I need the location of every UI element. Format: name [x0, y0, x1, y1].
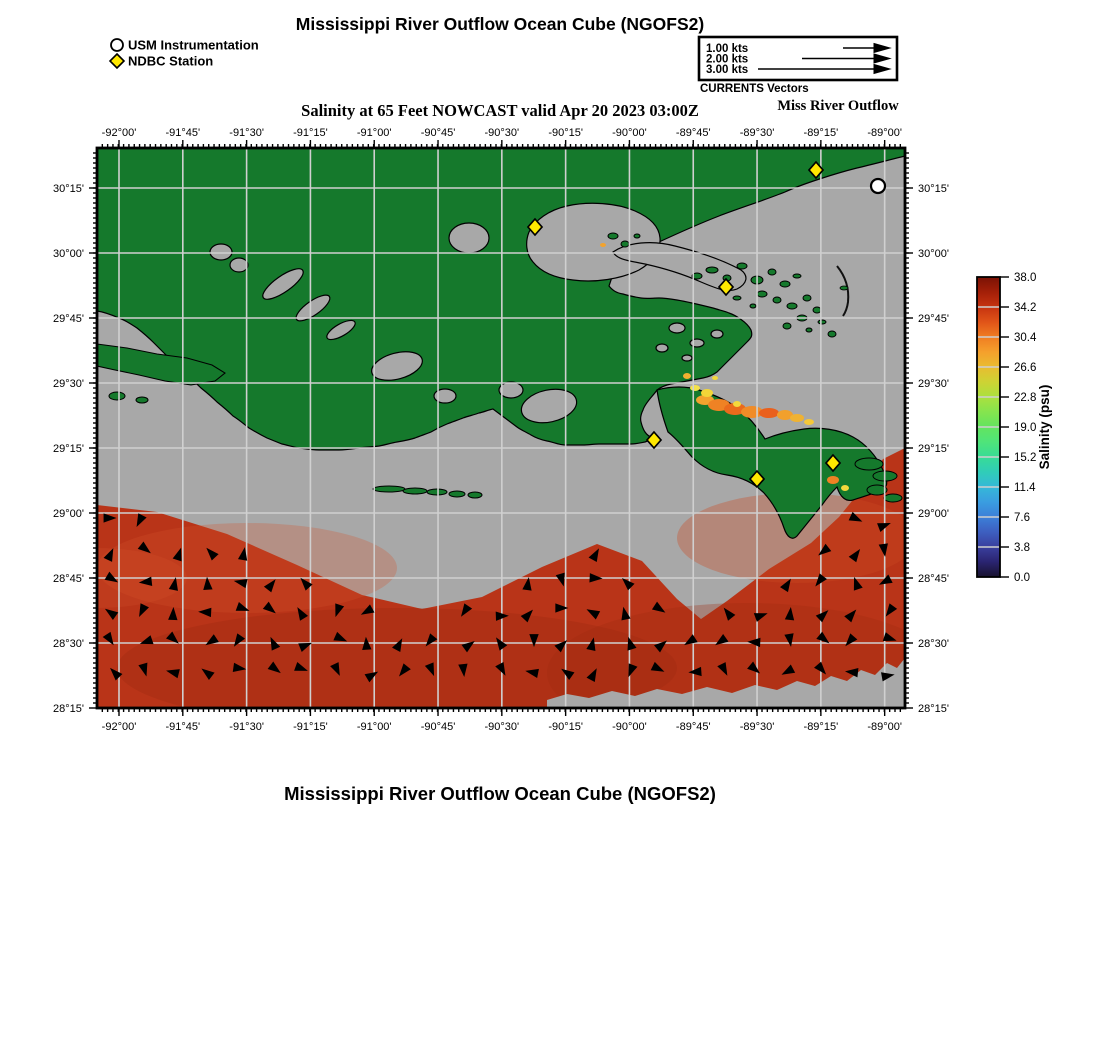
lake-maurepas: [449, 223, 489, 253]
lon-label-top: -89°45': [675, 127, 711, 139]
marsh-pond: [669, 323, 685, 333]
colorbar-tick-label: 19.0: [1014, 422, 1037, 434]
colorbar-tick-label: 30.4: [1014, 332, 1037, 344]
colorbar-title: Salinity (psu): [1037, 384, 1052, 470]
lon-label-top: -90°30': [484, 127, 520, 139]
lat-label-left: 28°15': [53, 703, 84, 715]
lake-pontchartrain: [527, 203, 660, 281]
chandeleur-islet: [840, 286, 848, 290]
lon-label-top: -90°15': [548, 127, 583, 139]
lon-label-bottom: -90°00': [612, 721, 647, 733]
plot-subtitle: Salinity at 65 Feet NOWCAST valid Apr 20 2023 03:00Z: [301, 101, 699, 120]
vector-speed-1: 1.00 kts: [706, 43, 749, 55]
lon-label-bottom: -91°00': [356, 721, 392, 733]
bottom-title: Mississippi River Outflow Ocean Cube (NGOFS2): [284, 783, 716, 804]
lon-label-bottom: -91°15': [293, 721, 328, 733]
lon-label-bottom: -90°15': [548, 721, 583, 733]
colorbar-tick-label: 7.6: [1014, 512, 1030, 524]
currents-vector-legend: [699, 37, 899, 114]
lon-label-bottom: -90°30': [484, 721, 520, 733]
usm-legend-label: USM Instrumentation: [128, 37, 259, 53]
vector-speed-2: 2.00 kts: [706, 53, 749, 66]
colorbar-tick-label: 34.2: [1014, 302, 1037, 314]
lon-label-top: -92°00': [101, 127, 137, 139]
lon-label-top: -91°00': [356, 127, 392, 139]
ndbc-legend-label: NDBC Station: [128, 53, 214, 69]
marsh-islet: [109, 392, 125, 400]
lon-label-bottom: -89°30': [739, 721, 775, 733]
lon-label-top: -91°30': [229, 127, 264, 139]
lon-label-top: -90°00': [612, 127, 647, 139]
lon-label-bottom: -91°45': [165, 721, 201, 733]
lon-label-top: -90°45': [420, 127, 456, 139]
region-label: Miss River Outflow: [777, 98, 899, 114]
lon-label-top: -89°15': [803, 127, 839, 139]
colorbar-tick-label: 11.4: [1014, 482, 1036, 494]
lat-label-left: 29°45': [53, 313, 84, 325]
map-terrain: [7, 148, 947, 743]
colorbar-tick-label: 22.8: [1014, 392, 1037, 404]
lat-label-left: 30°00': [53, 248, 84, 260]
usm-legend-icon: [111, 39, 123, 51]
lat-label-right: 29°45': [918, 313, 949, 325]
ndbc-legend-icon: [110, 54, 124, 68]
marsh-pond: [656, 344, 668, 352]
lat-label-right: 30°00': [918, 248, 949, 260]
lat-label-right: 29°15': [918, 443, 949, 455]
lat-label-right: 29°30': [918, 378, 949, 390]
lat-label-left: 29°00': [53, 508, 84, 520]
colorbar-tick-label: 26.6: [1014, 362, 1037, 374]
colorbar-tick-label: 0.0: [1014, 572, 1030, 584]
colorbar-tick-label: 38.0: [1014, 272, 1037, 284]
lat-label-right: 28°15': [918, 703, 949, 715]
marsh-pond: [711, 330, 723, 338]
lat-label-right: 29°00': [918, 508, 949, 520]
header: [110, 14, 899, 120]
lat-label-right: 28°45': [918, 573, 949, 585]
station-legend: [110, 38, 259, 69]
lat-label-left: 28°30': [53, 638, 84, 650]
colorbar-tick-label: 15.2: [1014, 452, 1037, 464]
lat-label-left: 29°30': [53, 378, 84, 390]
marsh-islet: [136, 397, 148, 403]
lon-label-bottom: -89°45': [675, 721, 711, 733]
lon-label-top: -91°45': [165, 127, 201, 139]
vector-speed-3: 3.00 kts: [706, 64, 749, 76]
lat-label-right: 30°15': [918, 183, 949, 195]
lon-label-bottom: -90°45': [420, 721, 456, 733]
lon-label-top: -89°30': [739, 127, 775, 139]
marsh-pond: [682, 355, 692, 361]
lon-label-top: -91°15': [293, 127, 328, 139]
map-panel: [7, 127, 949, 743]
usm-station-marker: [871, 179, 885, 193]
colorbar-tick-label: 3.8: [1014, 542, 1030, 554]
marsh-pond: [690, 339, 704, 347]
lat-label-right: 28°30': [918, 638, 949, 650]
lon-label-bottom: -89°00': [867, 721, 902, 733]
lat-label-left: 28°45': [53, 573, 84, 585]
small-lake: [210, 244, 232, 260]
lon-label-top: -89°00': [867, 127, 902, 139]
small-lake: [230, 258, 248, 272]
figure-title: Mississippi River Outflow Ocean Cube (NGOFS2): [295, 14, 705, 34]
lon-label-bottom: -92°00': [101, 721, 137, 733]
vector-legend-caption: CURRENTS Vectors: [700, 83, 809, 95]
lat-label-left: 29°15': [53, 443, 84, 455]
lon-label-bottom: -89°15': [803, 721, 839, 733]
lat-label-left: 30°15': [53, 183, 84, 195]
lon-label-bottom: -91°30': [229, 721, 264, 733]
colorbar: [977, 272, 1052, 584]
